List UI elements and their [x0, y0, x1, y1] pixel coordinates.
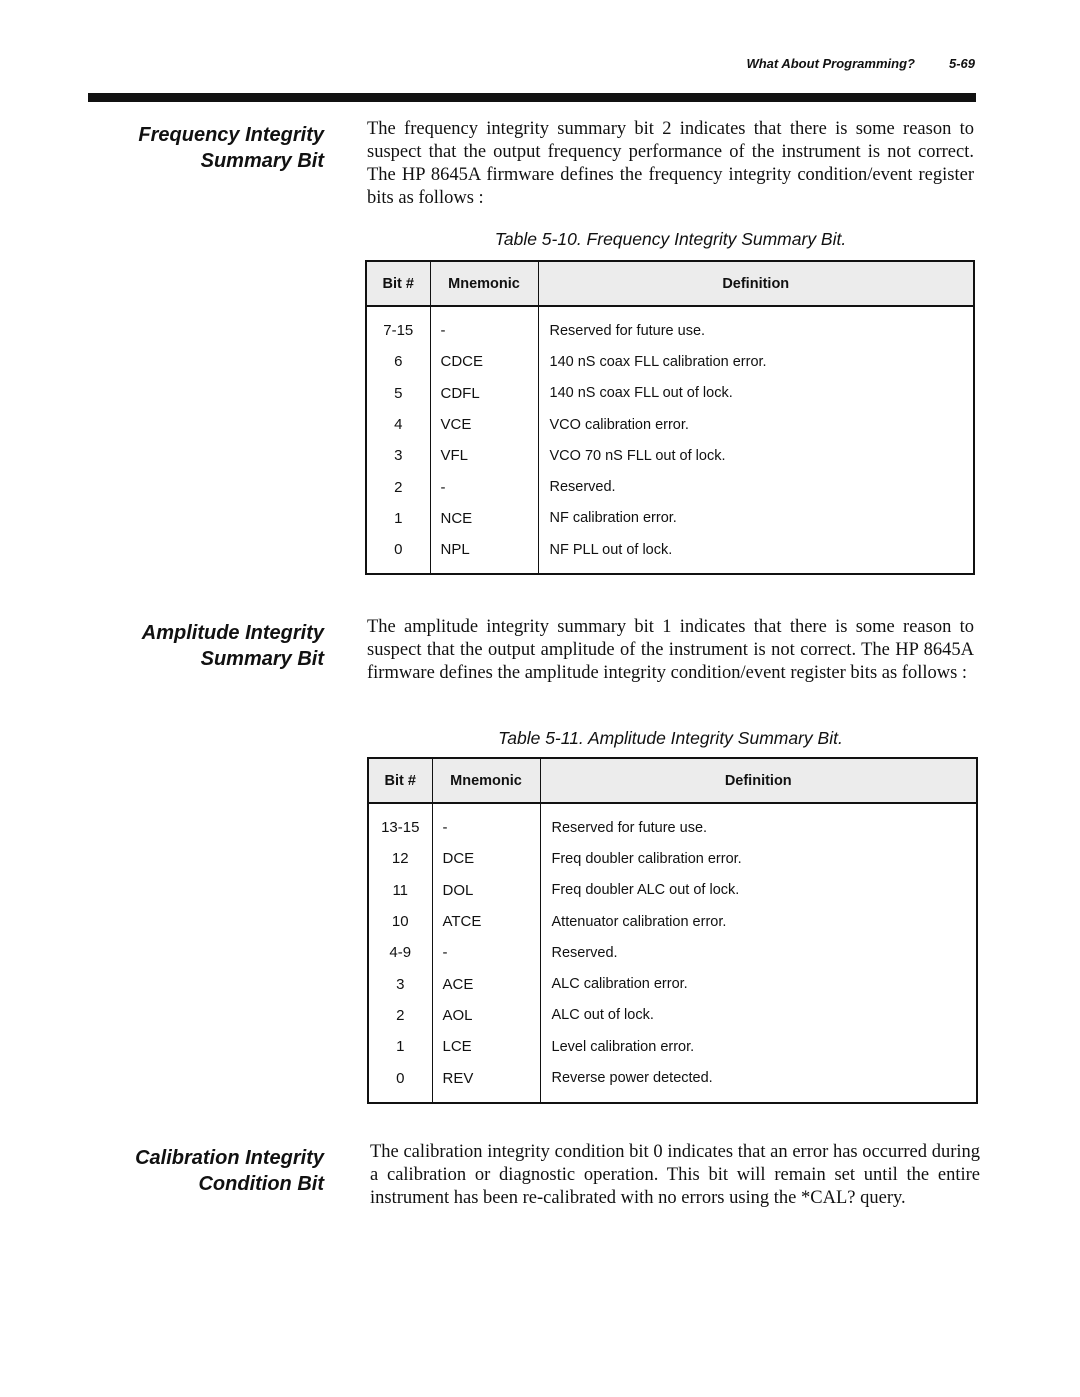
mnemonic-cell: - [430, 306, 538, 346]
definition-cell: Level calibration error. [551, 1038, 695, 1055]
mnemonic-cell: ATCE [432, 906, 540, 937]
column-header: Bit # [368, 758, 432, 803]
mnemonic-cell: CDCE [430, 346, 538, 377]
definition-cell: Freq doubler calibration error. [551, 850, 742, 867]
bit-cell: 1 [368, 1031, 432, 1062]
mnemonic-cell: LCE [432, 1031, 540, 1062]
bit-cell: 0 [366, 534, 430, 574]
calibration-integrity-heading: Calibration Integrity Condition Bit [135, 1147, 324, 1195]
frequency-integrity-table [365, 260, 975, 575]
mnemonic-cell: DOL [432, 875, 540, 906]
amplitude-integrity-heading: Amplitude Integrity Summary Bit [141, 622, 324, 670]
mnemonic-cell: NCE [430, 503, 538, 534]
table-row [366, 440, 974, 471]
mnemonic-cell: - [430, 471, 538, 502]
page-number: 5-69 [948, 56, 975, 71]
table-row [368, 1000, 977, 1031]
table-row [368, 906, 977, 937]
table-row [366, 534, 974, 574]
running-title: What About Programming? [746, 56, 915, 71]
definition-cell: NF calibration error. [549, 510, 677, 527]
table-row [366, 409, 974, 440]
bit-cell: 0 [368, 1062, 432, 1102]
column-header: Definition [538, 261, 974, 306]
definition-cell: 140 nS coax FLL calibration error. [549, 353, 767, 370]
mnemonic-cell: AOL [432, 1000, 540, 1031]
definition-cell: 140 nS coax FLL out of lock. [549, 385, 733, 402]
definition-cell: Freq doubler ALC out of lock. [551, 882, 740, 899]
table-row [366, 471, 974, 502]
table-row [366, 378, 974, 409]
definition-cell: Reserved. [549, 479, 616, 496]
table-5-11-caption: Table 5-11. Amplitude Integrity Summary Bit. [498, 728, 843, 748]
definition-cell: VCO calibration error. [549, 416, 689, 433]
table-row [366, 503, 974, 534]
definition-cell: Reserved. [551, 944, 618, 961]
table-row [366, 306, 974, 346]
mnemonic-cell: CDFL [430, 378, 538, 409]
bit-cell: 6 [366, 346, 430, 377]
table-row [368, 1031, 977, 1062]
table-row [368, 1062, 977, 1102]
column-header: Bit # [366, 261, 430, 306]
definition-cell: VCO 70 nS FLL out of lock. [549, 447, 726, 464]
table-row [368, 937, 977, 968]
page-header [746, 56, 975, 71]
bit-cell: 4-9 [368, 937, 432, 968]
frequency-integrity-heading: Frequency Integrity Summary Bit [138, 124, 324, 172]
mnemonic-cell: NPL [430, 534, 538, 574]
column-header: Definition [540, 758, 977, 803]
frequency-integrity-paragraph: The frequency integrity summary bit 2 indicates that there is some reason to suspect that the output frequency performance of the instrument is not correct. The HP 8645A firmware defines the frequency integrity condition/event register bits as follows : [367, 119, 974, 208]
bit-cell: 5 [366, 378, 430, 409]
header-rule [88, 93, 976, 102]
amplitude-integrity-table [367, 757, 978, 1104]
definition-cell: Attenuator calibration error. [551, 913, 727, 930]
bit-cell: 3 [368, 968, 432, 999]
bit-cell: 12 [368, 843, 432, 874]
bit-cell: 11 [368, 875, 432, 906]
definition-cell: Reserved for future use. [551, 819, 708, 836]
bit-cell: 7-15 [366, 306, 430, 346]
table-row [368, 843, 977, 874]
bit-cell: 2 [368, 1000, 432, 1031]
mnemonic-cell: DCE [432, 843, 540, 874]
column-header: Mnemonic [432, 758, 540, 803]
column-header: Mnemonic [430, 261, 538, 306]
definition-cell: NF PLL out of lock. [549, 541, 673, 558]
table-row [368, 803, 977, 843]
table-row [368, 968, 977, 999]
amplitude-integrity-paragraph: The amplitude integrity summary bit 1 indicates that there is some reason to suspect that the output amplitude of the instrument is not correct. The HP 8645A firmware defines the amplitude integrity condition/event register bits as follows : [367, 617, 974, 683]
bit-cell: 13-15 [368, 803, 432, 843]
mnemonic-cell: ACE [432, 968, 540, 999]
mnemonic-cell: - [432, 803, 540, 843]
table-5-10-caption: Table 5-10. Frequency Integrity Summary Bit. [494, 229, 847, 249]
table-row [366, 346, 974, 377]
mnemonic-cell: VFL [430, 440, 538, 471]
bit-cell: 10 [368, 906, 432, 937]
bit-cell: 1 [366, 503, 430, 534]
definition-cell: Reverse power detected. [551, 1070, 713, 1087]
calibration-integrity-paragraph: The calibration integrity condition bit 0 indicates that an error has occurred during a calibration or diagnostic operation. This bit will remain set until the entire instrument has been re-calibrated with no errors using the *CAL? query. [370, 1142, 980, 1208]
mnemonic-cell: VCE [430, 409, 538, 440]
mnemonic-cell: - [432, 937, 540, 968]
bit-cell: 2 [366, 471, 430, 502]
bit-cell: 3 [366, 440, 430, 471]
definition-cell: Reserved for future use. [549, 322, 706, 339]
table-row [368, 875, 977, 906]
definition-cell: ALC calibration error. [551, 976, 688, 993]
mnemonic-cell: REV [432, 1062, 540, 1102]
definition-cell: ALC out of lock. [551, 1007, 654, 1024]
bit-cell: 4 [366, 409, 430, 440]
